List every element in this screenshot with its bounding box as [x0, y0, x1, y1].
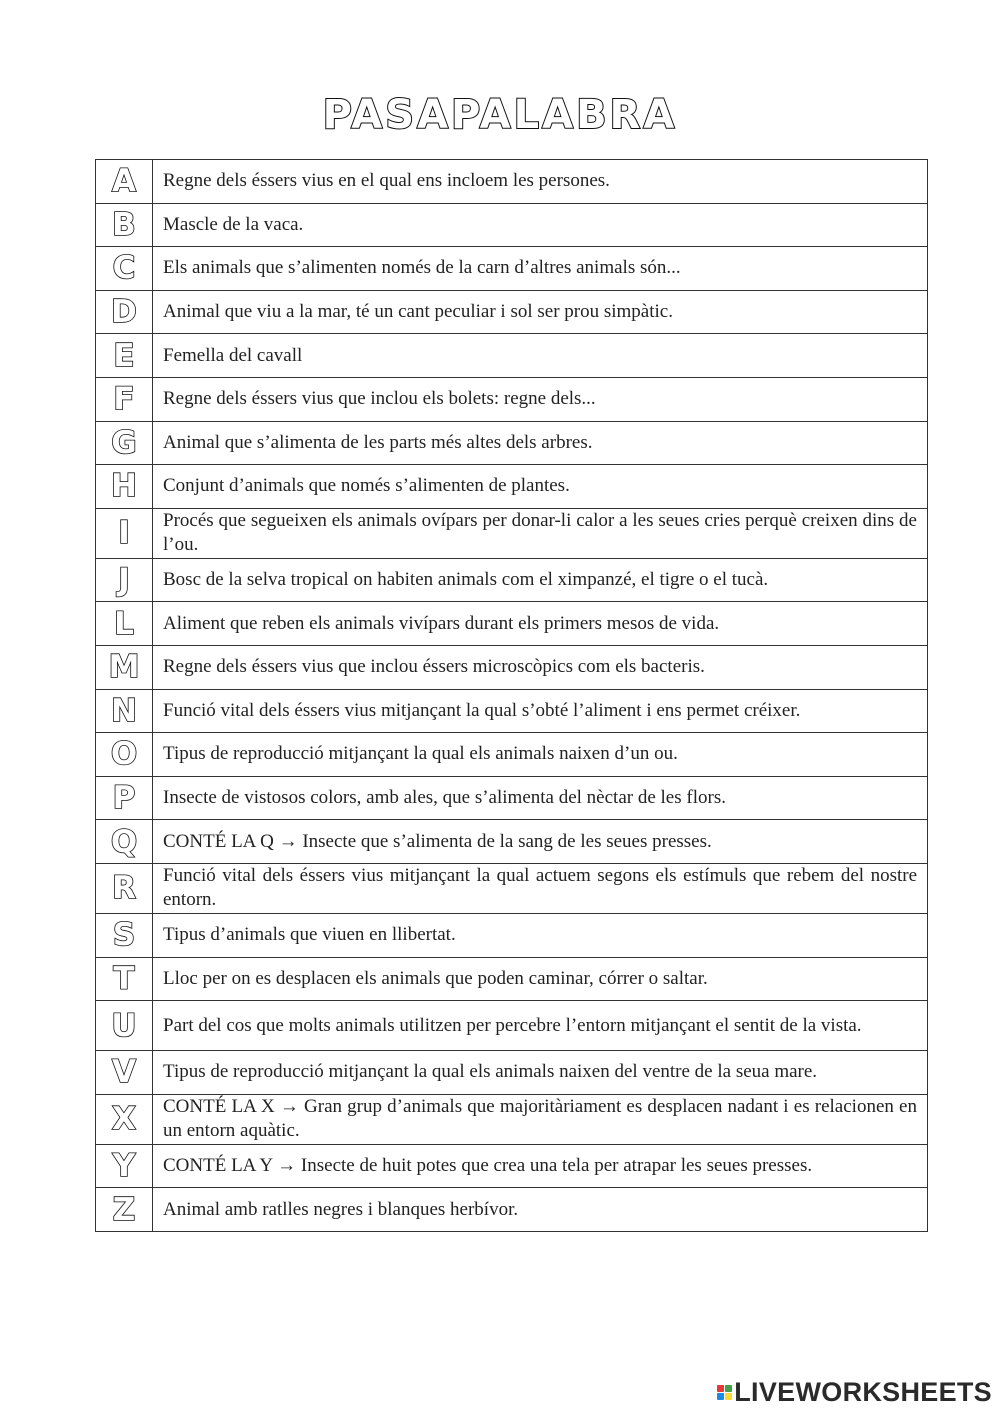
letter-g: G: [111, 424, 137, 461]
table-row: [96, 421, 928, 465]
clue-text: Funció vital dels éssers vius mitjançant la qual actuem segons els estímuls que rebem del nostre entorn.: [153, 863, 928, 913]
letter-cell: [96, 602, 153, 646]
letter-cell: [96, 160, 153, 204]
letter-d: D: [111, 294, 137, 331]
letter-cell: [96, 776, 153, 820]
clue-text: Els animals que s’alimenten només de la carn d’altres animals són...: [153, 247, 928, 291]
clue-text: Bosc de la selva tropical on habiten animals com el ximpanzé, el tigre o el tucà.: [153, 558, 928, 602]
letter-f: F: [113, 381, 135, 418]
clue-text: Regne dels éssers vius que inclou els bolets: regne dels...: [153, 377, 928, 421]
clue-text: Regne dels éssers vius que inclou éssers microscòpics com els bacteris.: [153, 645, 928, 689]
letter-cell: [96, 913, 153, 957]
liveworksheets-logo: [717, 1377, 992, 1407]
letter-cell: [96, 1001, 153, 1051]
table-row: [96, 957, 928, 1001]
letter-cell: [96, 689, 153, 733]
letter-i: I: [118, 515, 130, 552]
clue-text: Procés que segueixen els animals ovípars per donar-li calor a les seues cries perquè creixen dins de l’ou.: [153, 508, 928, 558]
letter-c: C: [112, 250, 136, 287]
letter-y: Y: [112, 1147, 136, 1184]
letter-cell: [96, 733, 153, 777]
clue-text: CONTÉ LA X → Gran grup d’animals que majoritàriament es desplacen nadant i es relacionen en un entorn aquàtic.: [153, 1094, 928, 1144]
table-row: [96, 733, 928, 777]
letter-cell: [96, 820, 153, 864]
clue-text: Animal que viu a la mar, té un cant peculiar i sol ser prou simpàtic.: [153, 290, 928, 334]
letter-cell: [96, 508, 153, 558]
letter-a: A: [112, 163, 136, 200]
letter-b: B: [112, 206, 136, 243]
letter-h: H: [111, 468, 137, 505]
letter-cell: [96, 1144, 153, 1188]
letter-q: Q: [110, 823, 138, 860]
clue-text: Femella del cavall: [153, 334, 928, 378]
page-title: PASAPALABRA: [322, 92, 678, 138]
letter-z: Z: [112, 1191, 136, 1228]
letter-cell: [96, 465, 153, 509]
letter-cell: [96, 645, 153, 689]
table-row: [96, 290, 928, 334]
table-row: [96, 1144, 928, 1188]
letter-j: J: [118, 562, 130, 599]
table-row: [96, 863, 928, 913]
letter-cell: [96, 957, 153, 1001]
letter-r: R: [112, 870, 136, 907]
letter-cell: [96, 1051, 153, 1095]
clue-text: Animal amb ratlles negres i blanques herbívor.: [153, 1188, 928, 1232]
letter-o: O: [110, 736, 138, 773]
table-row: [96, 508, 928, 558]
letter-cell: [96, 377, 153, 421]
table-row: [96, 377, 928, 421]
letter-p: P: [112, 780, 136, 817]
letter-v: V: [112, 1054, 136, 1091]
letter-u: U: [111, 1007, 137, 1044]
letter-cell: [96, 203, 153, 247]
pasapalabra-table: [95, 159, 928, 1232]
letter-cell: [96, 334, 153, 378]
letter-s: S: [112, 917, 136, 954]
clue-text: Funció vital dels éssers vius mitjançant la qual s’obté l’aliment i ens permet créixer.: [153, 689, 928, 733]
table-row: [96, 247, 928, 291]
letter-n: N: [111, 692, 137, 729]
table-row: [96, 203, 928, 247]
table-row: [96, 645, 928, 689]
clue-text: Insecte de vistosos colors, amb ales, que s’alimenta del nèctar de les flors.: [153, 776, 928, 820]
logo-text: LIVEWORKSHEETS: [734, 1376, 992, 1407]
table-row: [96, 913, 928, 957]
letter-cell: [96, 1094, 153, 1144]
table-row: [96, 1188, 928, 1232]
clue-text: Tipus d’animals que viuen en llibertat.: [153, 913, 928, 957]
clue-text: CONTÉ LA Q → Insecte que s’alimenta de la sang de les seues presses.: [153, 820, 928, 864]
letter-m: M: [108, 649, 140, 686]
table-row: [96, 160, 928, 204]
letter-cell: [96, 290, 153, 334]
clue-text: Lloc per on es desplacen els animals que poden caminar, córrer o saltar.: [153, 957, 928, 1001]
clue-text: Tipus de reproducció mitjançant la qual els animals naixen del ventre de la seua mare.: [153, 1051, 928, 1095]
table-row: [96, 334, 928, 378]
letter-cell: [96, 863, 153, 913]
table-row: [96, 558, 928, 602]
letter-l: L: [114, 605, 134, 642]
letter-t: T: [113, 960, 135, 997]
letter-cell: [96, 1188, 153, 1232]
clue-text: Conjunt d’animals que només s’alimenten de plantes.: [153, 465, 928, 509]
table-row: [96, 776, 928, 820]
letter-cell: [96, 421, 153, 465]
clue-text: Aliment que reben els animals vivípars durant els primers mesos de vida.: [153, 602, 928, 646]
table-row: [96, 689, 928, 733]
clue-text: CONTÉ LA Y → Insecte de huit potes que crea una tela per atrapar les seues presses.: [153, 1144, 928, 1188]
table-row: [96, 1001, 928, 1051]
table-row: [96, 602, 928, 646]
liveworksheets-logo-icon: [717, 1385, 732, 1400]
clue-text: Animal que s’alimenta de les parts més altes dels arbres.: [153, 421, 928, 465]
table-row: [96, 1094, 928, 1144]
clue-text: Tipus de reproducció mitjançant la qual els animals naixen d’un ou.: [153, 733, 928, 777]
table-row: [96, 820, 928, 864]
table-row: [96, 1051, 928, 1095]
clue-text: Regne dels éssers vius en el qual ens incloem les persones.: [153, 160, 928, 204]
table-row: [96, 465, 928, 509]
letter-e: E: [113, 337, 135, 374]
clue-text: Mascle de la vaca.: [153, 203, 928, 247]
letter-x: X: [112, 1101, 136, 1138]
clue-text: Part del cos que molts animals utilitzen per percebre l’entorn mitjançant el sentit de la vista.: [153, 1001, 928, 1051]
letter-cell: [96, 558, 153, 602]
letter-cell: [96, 247, 153, 291]
